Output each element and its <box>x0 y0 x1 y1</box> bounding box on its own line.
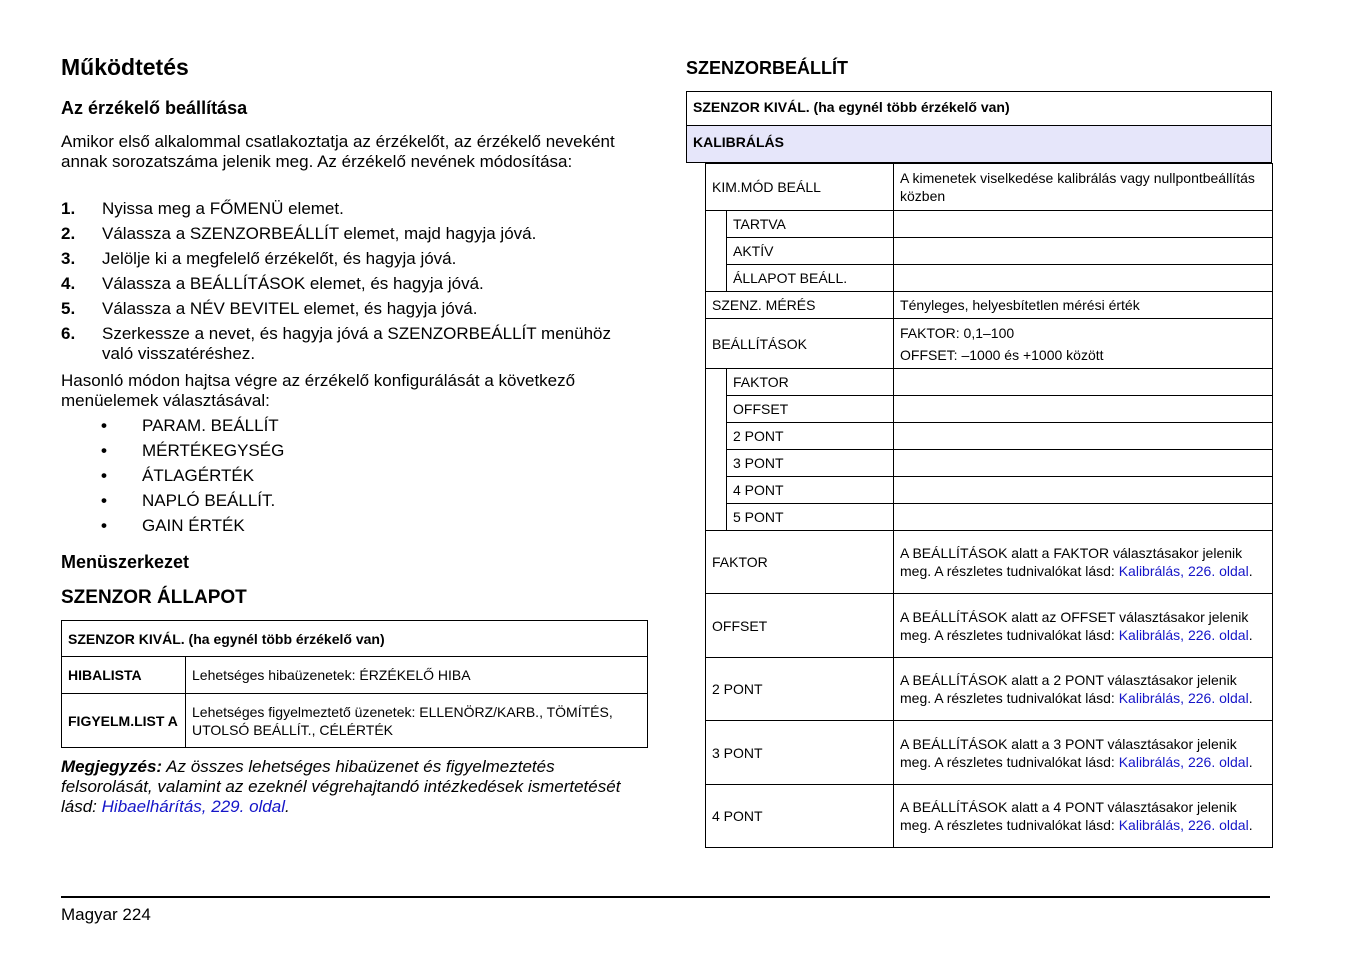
calibration-header: KALIBRÁLÁS <box>686 126 1272 163</box>
note-text: Az összes lehetséges hibaüzenet és figyelmeztetés felsorolását, valamint az ezeknél végrehajtandó intézkedések ismertetését lásd: <box>61 757 621 816</box>
desc-text: A BEÁLLÍTÁSOK alatt az OFFSET választásakor jelenik meg. A részletes tudnivalókat lásd: <box>900 608 1249 643</box>
table-row <box>706 785 1273 848</box>
row-desc: Lehetséges figyelmeztető üzenetek: ELLENÖRZ/KARB., TÖMÍTÉS, UTOLSÓ BEÁLLÍT., CÉLÉRTÉK <box>186 694 648 748</box>
desc-end: . <box>1248 626 1253 643</box>
desc-end: . <box>1248 690 1253 706</box>
step-number: 6. <box>61 324 76 343</box>
bullet-text: PARAM. BEÁLLÍT <box>142 416 279 435</box>
note-paragraph <box>61 757 631 817</box>
section-heading-menu-structure: Menüszerkezet <box>61 552 190 572</box>
table-row <box>706 238 1273 265</box>
row-desc: Tényleges, helyesbítetlen mérési érték <box>894 292 1273 319</box>
row-desc <box>894 594 1273 658</box>
list-item <box>61 224 621 244</box>
bullet-list <box>101 416 284 541</box>
table-row <box>706 658 1273 721</box>
step-text: Szerkessze a nevet, és hagyja jóvá a SZENZORBEÁLLÍT menühöz való visszatéréshez. <box>102 324 611 363</box>
step-number: 1. <box>61 199 76 218</box>
calibration-table <box>705 163 1273 848</box>
bullet-text: GAIN ÉRTÉK <box>142 516 245 535</box>
table-row <box>706 369 1273 396</box>
row-label: 5 PONT <box>727 504 894 531</box>
row-label: KIM.MÓD BEÁLL <box>706 164 894 211</box>
step-number: 5. <box>61 299 76 318</box>
bullet-text: NAPLÓ BEÁLLÍT. <box>142 491 276 510</box>
desc-end: . <box>1248 563 1253 579</box>
troubleshooting-link[interactable]: Hibaelhárítás, 229. oldal <box>101 797 285 816</box>
table-row <box>706 319 1273 369</box>
row-label: OFFSET <box>727 396 894 423</box>
list-item <box>61 324 621 364</box>
table-header: SZENZOR KIVÁL. (ha egynél több érzékelő van) <box>686 91 1272 126</box>
calibration-link[interactable]: Kalibrálás, 226. oldal <box>1118 690 1249 706</box>
row-label: FIGYELM.LIST A <box>62 694 186 748</box>
row-label: BEÁLLÍTÁSOK <box>706 319 894 369</box>
step-text: Válassza a SZENZORBEÁLLÍT elemet, majd hagyja jóvá. <box>102 224 537 243</box>
row-label: 3 PONT <box>706 721 894 785</box>
desc-end: . <box>1248 753 1253 770</box>
calibration-link[interactable]: Kalibrálás, 226. oldal <box>1118 626 1249 643</box>
footer-divider <box>61 896 1270 898</box>
step-number: 3. <box>61 249 76 268</box>
step-text: Válassza a NÉV BEVITEL elemet, és hagyja jóvá. <box>102 299 478 318</box>
table-row <box>62 657 648 694</box>
step-number: 4. <box>61 274 76 293</box>
table-row <box>706 292 1273 319</box>
table-row <box>706 721 1273 785</box>
table-row <box>706 211 1273 238</box>
step-number: 2. <box>61 224 76 243</box>
table-row <box>706 265 1273 292</box>
list-item <box>61 249 621 269</box>
table-row <box>706 396 1273 423</box>
row-desc <box>894 721 1273 785</box>
row-desc <box>894 658 1273 721</box>
row-desc: A kimenetek viselkedése kalibrálás vagy nullpontbeállítás közben <box>894 164 1273 211</box>
row-label: 2 PONT <box>706 658 894 721</box>
calibration-link[interactable]: Kalibrálás, 226. oldal <box>1118 753 1249 770</box>
row-label: OFFSET <box>706 594 894 658</box>
row-label: AKTÍV <box>727 238 894 265</box>
table-row <box>706 477 1273 504</box>
bullet-text: MÉRTÉKEGYSÉG <box>142 441 285 460</box>
step-text: Nyissa meg a FŐMENÜ elemet. <box>102 199 344 218</box>
note-label: Megjegyzés: <box>61 757 163 776</box>
row-label: 2 PONT <box>727 423 894 450</box>
list-item: • GAIN ÉRTÉK <box>101 516 245 535</box>
section-heading-sensor-setup: Az érzékelő beállítása <box>61 98 248 118</box>
section-heading-sensor-status: SZENZOR ÁLLAPOT <box>61 587 247 608</box>
row-label: TARTVA <box>727 211 894 238</box>
note-end: . <box>284 797 290 816</box>
calibration-link[interactable]: Kalibrálás, 226. oldal <box>1118 817 1249 833</box>
table-row <box>706 504 1273 531</box>
row-label: FAKTOR <box>706 531 894 594</box>
desc-text: A BEÁLLÍTÁSOK alatt a 4 PONT választásakor jelenik meg. A részletes tudnivalókat lásd: <box>900 799 1237 833</box>
list-item: • MÉRTÉKEGYSÉG <box>101 441 285 460</box>
table-row <box>706 450 1273 477</box>
row-desc <box>894 531 1273 594</box>
list-item: • PARAM. BEÁLLÍT <box>101 416 279 435</box>
step-text: Jelölje ki a megfelelő érzékelőt, és hagyja jóvá. <box>102 249 457 268</box>
desc-text: A BEÁLLÍTÁSOK alatt a 3 PONT választásakor jelenik meg. A részletes tudnivalókat lásd: <box>900 735 1237 770</box>
table-header: SZENZOR KIVÁL. (ha egynél több érzékelő van) <box>62 621 648 657</box>
step-text: Válassza a BEÁLLÍTÁSOK elemet, és hagyja jóvá. <box>102 274 484 293</box>
list-item <box>61 299 621 319</box>
row-label: HIBALISTA <box>62 657 186 694</box>
desc-end: . <box>1248 817 1253 833</box>
table-row <box>62 694 648 748</box>
table-row <box>706 594 1273 658</box>
list-item <box>61 199 621 219</box>
page-footer: Magyar 224 <box>61 905 151 924</box>
calibration-link[interactable]: Kalibrálás, 226. oldal <box>1118 563 1249 579</box>
desc-text: A BEÁLLÍTÁSOK alatt a 2 PONT választásakor jelenik meg. A részletes tudnivalókat lásd: <box>900 672 1237 706</box>
list-item: • ÁTLAGÉRTÉK <box>101 466 255 485</box>
sensor-status-table <box>61 620 648 748</box>
row-label: 3 PONT <box>727 450 894 477</box>
row-desc: Lehetséges hibaüzenetek: ÉRZÉKELŐ HIBA <box>186 657 648 694</box>
similar-paragraph: Hasonló módon hajtsa végre az érzékelő konfigurálását a következő menüelemek választásával: <box>61 371 576 410</box>
desc-line: OFFSET: –1000 és +1000 között <box>900 346 1104 363</box>
list-item <box>61 274 621 294</box>
page-title: Működtetés <box>61 54 189 80</box>
row-label: ÁLLAPOT BEÁLL. <box>727 265 894 292</box>
list-item: • NAPLÓ BEÁLLÍT. <box>101 491 276 510</box>
table-row <box>706 531 1273 594</box>
desc-line: FAKTOR: 0,1–100 <box>900 324 1015 341</box>
table-row <box>706 423 1273 450</box>
bullet-text: ÁTLAGÉRTÉK <box>142 466 255 485</box>
section-heading-sensor-setup-menu: SZENZORBEÁLLÍT <box>686 58 848 78</box>
intro-paragraph: Amikor első alkalommal csatlakoztatja az érzékelőt, az érzékelő neveként annak sorozatszáma jelenik meg. Az érzékelő nevének módosítása: <box>61 132 615 171</box>
steps-list <box>61 199 621 369</box>
row-label: 4 PONT <box>706 785 894 848</box>
row-label: SZENZ. MÉRÉS <box>706 292 894 319</box>
table-row <box>706 164 1273 211</box>
desc-text: A BEÁLLÍTÁSOK alatt a FAKTOR választásakor jelenik meg. A részletes tudnivalókat lásd: <box>900 545 1243 579</box>
row-label: 4 PONT <box>727 477 894 504</box>
row-desc <box>894 785 1273 848</box>
row-desc <box>894 319 1273 369</box>
row-label: FAKTOR <box>727 369 894 396</box>
